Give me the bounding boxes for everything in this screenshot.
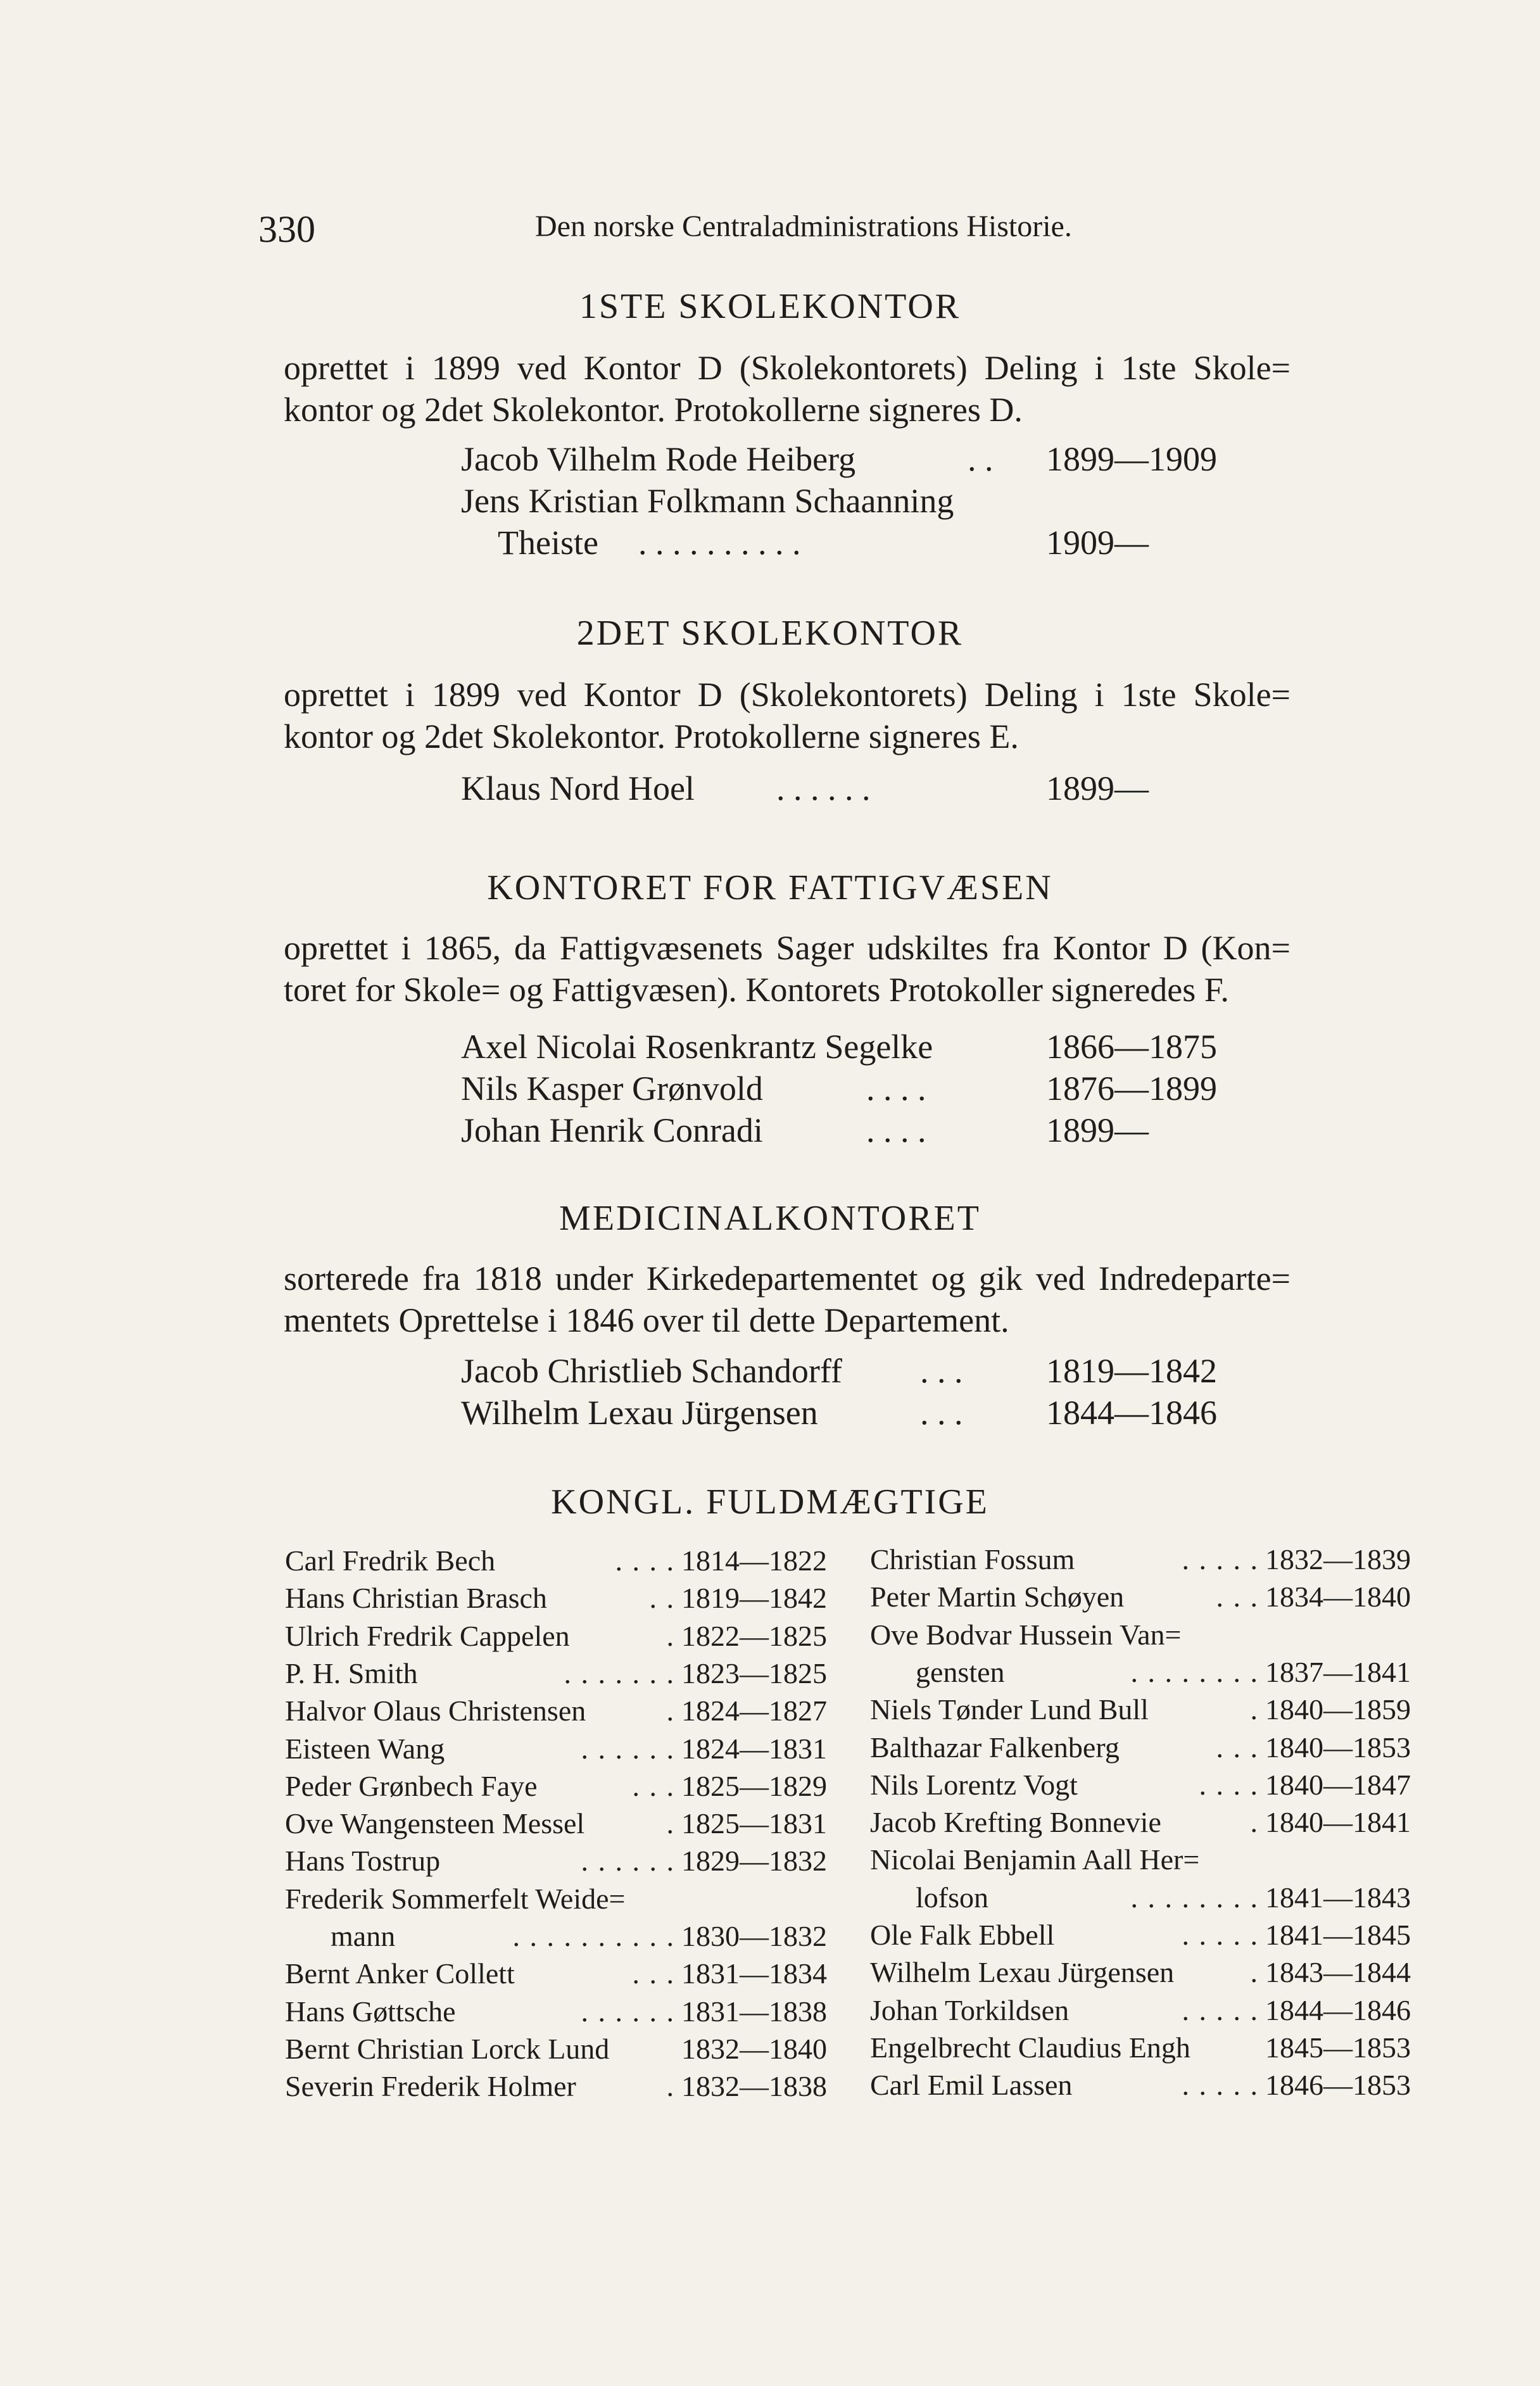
dot-leader: . . . .	[1199, 1769, 1259, 1801]
list-item	[870, 2068, 1446, 2104]
list-item	[870, 1805, 1446, 1841]
list-item	[870, 1768, 1446, 1803]
years: 1831—1838	[681, 1995, 827, 2028]
person-name: Hans Christian Brasch	[285, 1582, 547, 1614]
dot-leader: . .	[968, 440, 994, 478]
years: 1832—1839	[1265, 1543, 1411, 1575]
person-name: Christian Fossum	[870, 1543, 1075, 1575]
list-item	[285, 1769, 861, 1805]
person-name: Bernt Christian Lorck Lund	[285, 2033, 610, 2065]
years: 1899—	[1046, 769, 1149, 807]
years: 1829—1832	[681, 1845, 827, 1877]
dot-leader: . . .	[920, 1352, 963, 1390]
years: 1834—1840	[1265, 1581, 1411, 1613]
person-name: Johan Torkildsen	[870, 1994, 1070, 2026]
dot-leader: .	[1250, 1956, 1259, 1988]
list-item	[870, 1918, 1446, 1954]
list-item	[870, 1843, 1446, 1878]
person-name: Nils Kasper Grønvold	[461, 1070, 763, 1108]
dot-leader: . . . . . . . . . .	[638, 524, 801, 562]
years: 1841—1843	[1265, 1881, 1411, 1914]
list-item	[285, 1619, 861, 1655]
person-name: lofson	[916, 1881, 988, 1914]
years: 1840—1859	[1265, 1693, 1411, 1726]
years: 1832—1840	[681, 2033, 827, 2065]
list-item	[285, 2069, 861, 2105]
years: 1909—	[1046, 524, 1149, 562]
years: 1832—1838	[681, 2070, 827, 2102]
paragraph-line: oprettet i 1899 ved Kontor D (Skolekontorets) Deling i 1ste Skole=	[284, 349, 1291, 387]
person-name: Theiste	[498, 524, 598, 562]
person-name: Peter Martin Schøyen	[870, 1581, 1125, 1613]
list-item	[285, 1544, 861, 1579]
years: 1899—1909	[1046, 440, 1217, 478]
dot-leader: .	[1250, 1693, 1259, 1726]
dot-leader: . . .	[1216, 1731, 1259, 1764]
dot-leader: . . . . . . . .	[1130, 1881, 1259, 1914]
dot-leader: . . . .	[615, 1544, 675, 1577]
list-item	[870, 1731, 1446, 1766]
person-name: Nicolai Benjamin Aall Her=	[870, 1843, 1200, 1876]
paragraph-line: sorterede fra 1818 under Kirkedepartementet og gik ved Indredeparte=	[284, 1259, 1291, 1297]
years: 1840—1841	[1265, 1806, 1411, 1838]
list-item	[870, 1693, 1446, 1728]
person-name: Peder Grønbech Faye	[285, 1770, 538, 1802]
dot-leader: . . .	[632, 1957, 675, 1990]
person-name: Ove Bodvar Hussein Van=	[870, 1619, 1182, 1651]
running-title: Den norske Centraladministrations Historie.	[535, 210, 1072, 243]
list-item	[870, 1655, 1446, 1691]
person-name: Klaus Nord Hoel	[461, 769, 695, 807]
section-paragraph	[284, 674, 1291, 757]
dot-leader: .	[666, 1695, 675, 1727]
person-name: Carl Fredrik Bech	[285, 1544, 496, 1577]
years: 1846—1853	[1265, 2069, 1411, 2101]
years: 1843—1844	[1265, 1956, 1411, 1988]
years: 1814—1822	[681, 1544, 827, 1577]
section-paragraph	[284, 927, 1291, 1011]
person-name: Frederik Sommerfelt Weide=	[285, 1883, 626, 1915]
person-name: Halvor Olaus Christensen	[285, 1695, 586, 1727]
paragraph-line: kontor og 2det Skolekontor. Protokollerne signeres D.	[284, 391, 1023, 429]
list-item	[870, 1955, 1446, 1991]
section-title: 1STE SKOLEKONTOR	[579, 287, 961, 326]
person-name: Jacob Christlieb Schandorff	[461, 1352, 842, 1390]
list-item	[870, 1543, 1446, 1578]
section-paragraph	[284, 1258, 1291, 1341]
list-item	[285, 1657, 861, 1692]
years: 1822—1825	[681, 1620, 827, 1652]
dot-leader: . . . . .	[1182, 1919, 1259, 1951]
person-name: P. H. Smith	[285, 1657, 418, 1689]
person-name: Jacob Krefting Bonnevie	[870, 1806, 1161, 1838]
section-title: 2DET SKOLEKONTOR	[576, 614, 964, 653]
dot-leader: . . . . . .	[581, 1995, 675, 2028]
person-name: Hans Tostrup	[285, 1845, 441, 1877]
paragraph-line: toret for Skole= og Fattigvæsen). Kontorets Protokoller signeredes F.	[284, 971, 1229, 1009]
page-number: 330	[258, 208, 315, 250]
dot-leader: . . . . .	[1182, 2069, 1259, 2101]
person-name: Axel Nicolai Rosenkrantz Segelke	[461, 1028, 933, 1066]
dot-leader: . . . .	[866, 1111, 926, 1149]
years: 1819—1842	[681, 1582, 827, 1614]
list-item	[285, 1694, 861, 1729]
years: 1845—1853	[1265, 2031, 1411, 2064]
list-item	[285, 1732, 861, 1767]
person-name: Severin Frederik Holmer	[285, 2070, 576, 2102]
dot-leader: . . . . .	[1182, 1994, 1259, 2026]
person-name: Ove Wangensteen Messel	[285, 1807, 585, 1840]
dot-leader: .	[666, 1620, 675, 1652]
dot-leader: . . .	[1216, 1581, 1259, 1613]
years: 1876—1899	[1046, 1070, 1217, 1108]
years: 1831—1834	[681, 1957, 827, 1990]
dot-leader: . . . . . .	[581, 1845, 675, 1877]
person-name: Ole Falk Ebbell	[870, 1919, 1055, 1951]
person-name: Jens Kristian Folkmann Schaanning	[461, 482, 954, 520]
years: 1823—1825	[681, 1657, 827, 1689]
list-item	[870, 1580, 1446, 1615]
section-title: KONGL. FULDMÆGTIGE	[551, 1482, 989, 1522]
list-item	[285, 1919, 861, 1955]
person-name: Wilhelm Lexau Jürgensen	[461, 1394, 818, 1432]
person-name: mann	[331, 1920, 396, 1952]
person-name: Carl Emil Lassen	[870, 2069, 1073, 2101]
section-paragraph	[284, 347, 1291, 431]
years: 1824—1831	[681, 1733, 827, 1765]
list-item	[285, 1581, 861, 1617]
person-name: Ulrich Fredrik Cappelen	[285, 1620, 570, 1652]
dot-leader: .	[666, 1807, 675, 1840]
dot-leader: . . . . . . . . . .	[512, 1920, 675, 1952]
section-title: KONTORET FOR FATTIGVÆSEN	[487, 868, 1053, 907]
dot-leader: . . .	[632, 1770, 675, 1802]
person-name: Bernt Anker Collett	[285, 1957, 515, 1990]
person-name: Nils Lorentz Vogt	[870, 1769, 1078, 1801]
years: 1837—1841	[1265, 1656, 1411, 1688]
person-name: gensten	[916, 1656, 1005, 1688]
years: 1825—1829	[681, 1770, 827, 1802]
years: 1844—1846	[1046, 1394, 1217, 1432]
person-name: Niels Tønder Lund Bull	[870, 1693, 1149, 1726]
person-name: Wilhelm Lexau Jürgensen	[870, 1956, 1175, 1988]
paragraph-line: oprettet i 1899 ved Kontor D (Skolekontorets) Deling i 1ste Skole=	[284, 676, 1291, 714]
person-name: Balthazar Falkenberg	[870, 1731, 1120, 1764]
person-name: Johan Henrik Conradi	[461, 1111, 763, 1149]
dot-leader: . . .	[920, 1394, 963, 1432]
years: 1841—1845	[1265, 1919, 1411, 1951]
dot-leader: . . . . .	[1182, 1543, 1259, 1575]
list-item	[870, 1618, 1446, 1653]
person-name: Engelbrecht Claudius Engh	[870, 2031, 1190, 2064]
list-item	[285, 1807, 861, 1842]
dot-leader: . . . . . . .	[564, 1657, 675, 1689]
dot-leader: .	[1250, 1806, 1259, 1838]
dot-leader: . . . . . .	[581, 1733, 675, 1765]
person-name: Hans Gøttsche	[285, 1995, 456, 2028]
person-name: Eisteen Wang	[285, 1733, 445, 1765]
list-item	[870, 1993, 1446, 2029]
years: 1824—1827	[681, 1695, 827, 1727]
dot-leader: . . . . . . . .	[1130, 1656, 1259, 1688]
person-name: Jacob Vilhelm Rode Heiberg	[461, 440, 856, 478]
list-item	[870, 1881, 1446, 1916]
list-item	[285, 2032, 861, 2067]
dot-leader: . . . . . .	[776, 769, 871, 807]
section-title: MEDICINALKONTORET	[559, 1199, 981, 1238]
paragraph-line: oprettet i 1865, da Fattigvæsenets Sager udskiltes fra Kontor D (Kon=	[284, 929, 1291, 967]
list-item	[285, 1882, 861, 1917]
years: 1819—1842	[1046, 1352, 1217, 1390]
years: 1840—1847	[1265, 1769, 1411, 1801]
list-item	[285, 1844, 861, 1879]
list-item	[870, 2031, 1446, 2066]
list-item	[285, 1957, 861, 1992]
paragraph-line: mentets Oprettelse i 1846 over til dette Departement.	[284, 1301, 1009, 1339]
years: 1866—1875	[1046, 1028, 1217, 1066]
dot-leader: .	[666, 2070, 675, 2102]
years: 1840—1853	[1265, 1731, 1411, 1764]
years: 1899—	[1046, 1111, 1149, 1149]
years: 1830—1832	[681, 1920, 827, 1952]
years: 1825—1831	[681, 1807, 827, 1840]
dot-leader: . . . .	[866, 1070, 926, 1108]
list-item	[285, 1995, 861, 2030]
years: 1844—1846	[1265, 1994, 1411, 2026]
paragraph-line: kontor og 2det Skolekontor. Protokollerne signeres E.	[284, 717, 1019, 755]
dot-leader: . .	[649, 1582, 675, 1614]
